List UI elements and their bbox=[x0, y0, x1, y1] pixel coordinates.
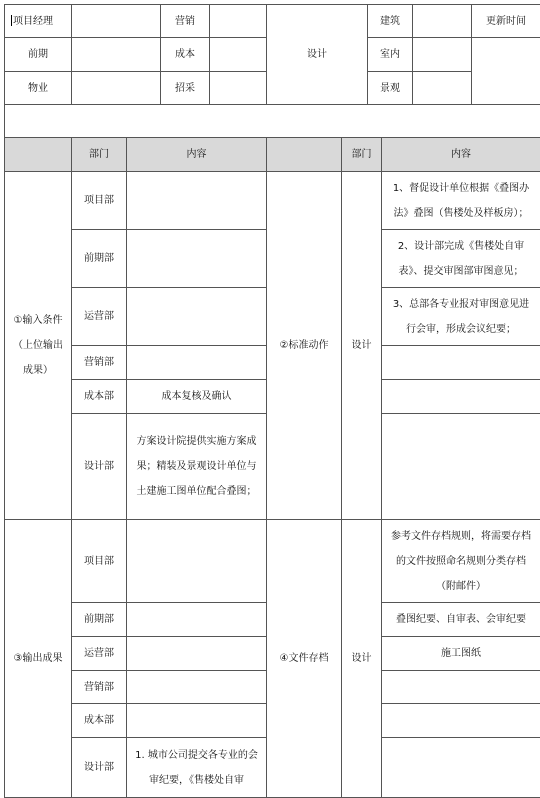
archive-item[interactable]: 施工图纸 bbox=[382, 637, 540, 671]
archive-item[interactable] bbox=[382, 671, 540, 704]
action-item[interactable] bbox=[382, 414, 540, 520]
action-item[interactable]: 2、设计部完成《售楼处自审表》、提交审图部审图意见； bbox=[382, 230, 540, 288]
cost-value[interactable] bbox=[210, 38, 267, 72]
action-item[interactable]: 1、督促设计单位根据《叠图办法》叠图（售楼处及样板房）； bbox=[382, 172, 540, 230]
standard-actions-dept: 设计 bbox=[342, 172, 382, 520]
content-cell[interactable] bbox=[127, 671, 267, 704]
content-cell[interactable]: 方案设计院提供实施方案成果；精装及景观设计单位与土建施工图单位配合叠图； bbox=[127, 414, 267, 520]
project-manager-value[interactable] bbox=[72, 5, 161, 38]
project-manager-text: 项目经理 bbox=[13, 16, 53, 27]
dept-cell: 营销部 bbox=[72, 346, 127, 380]
procurement-label: 招采 bbox=[161, 72, 210, 105]
interior-value[interactable] bbox=[413, 38, 472, 72]
process-table bbox=[4, 137, 540, 798]
dept-cell: 设计部 bbox=[72, 738, 127, 798]
project-info-table bbox=[4, 4, 540, 139]
architecture-label: 建筑 bbox=[368, 5, 413, 38]
dept-cell: 运营部 bbox=[72, 637, 127, 671]
pre-phase-label: 前期 bbox=[5, 38, 72, 72]
property-value[interactable] bbox=[72, 72, 161, 105]
dept-cell: 营销部 bbox=[72, 671, 127, 704]
section-file-archive: ④文件存档 bbox=[267, 520, 342, 798]
content-cell[interactable] bbox=[127, 520, 267, 603]
section-output-results: ③输出成果 bbox=[5, 520, 72, 798]
text-cursor bbox=[11, 15, 12, 26]
content-cell[interactable]: 1. 城市公司提交各专业的会审纪要，《售楼处自审 bbox=[127, 738, 267, 798]
section-input-conditions: ①输入条件（上位输出成果） bbox=[5, 172, 72, 520]
marketing-label: 营销 bbox=[161, 5, 210, 38]
architecture-value[interactable] bbox=[413, 5, 472, 38]
landscape-label: 景观 bbox=[368, 72, 413, 105]
property-label: 物业 bbox=[5, 72, 72, 105]
content-cell[interactable] bbox=[127, 603, 267, 637]
content-cell[interactable]: 成本复核及确认 bbox=[127, 380, 267, 414]
action-item[interactable]: 3、总部各专业报对审图意见进行会审，形成会议纪要； bbox=[382, 288, 540, 346]
dept-cell: 成本部 bbox=[72, 380, 127, 414]
pre-phase-value[interactable] bbox=[72, 38, 161, 72]
archive-item[interactable] bbox=[382, 738, 540, 798]
action-item[interactable] bbox=[382, 346, 540, 380]
header-blank-left bbox=[5, 138, 72, 172]
content-cell[interactable] bbox=[127, 346, 267, 380]
project-manager-label bbox=[5, 5, 72, 38]
update-time-label: 更新时间 bbox=[472, 5, 540, 38]
archive-item[interactable] bbox=[382, 704, 540, 738]
content-cell[interactable] bbox=[127, 172, 267, 230]
archive-item[interactable]: 叠图纪要、自审表、会审纪要 bbox=[382, 603, 540, 637]
header-dept-left: 部门 bbox=[72, 138, 127, 172]
procurement-value[interactable] bbox=[210, 72, 267, 105]
header-dept-right: 部门 bbox=[342, 138, 382, 172]
dept-cell: 项目部 bbox=[72, 172, 127, 230]
dept-cell: 运营部 bbox=[72, 288, 127, 346]
header-content-right: 内容 bbox=[382, 138, 540, 172]
header-blank-right bbox=[267, 138, 342, 172]
update-time-value[interactable] bbox=[472, 38, 540, 105]
action-item[interactable] bbox=[382, 380, 540, 414]
blank-row[interactable] bbox=[5, 105, 540, 139]
content-cell[interactable] bbox=[127, 288, 267, 346]
header-content-left: 内容 bbox=[127, 138, 267, 172]
interior-label: 室内 bbox=[368, 38, 413, 72]
dept-cell: 成本部 bbox=[72, 704, 127, 738]
design-label: 设计 bbox=[267, 5, 368, 105]
dept-cell: 前期部 bbox=[72, 603, 127, 637]
dept-cell: 设计部 bbox=[72, 414, 127, 520]
content-cell[interactable] bbox=[127, 704, 267, 738]
landscape-value[interactable] bbox=[413, 72, 472, 105]
content-cell[interactable] bbox=[127, 230, 267, 288]
marketing-value[interactable] bbox=[210, 5, 267, 38]
archive-item[interactable]: 参考文件存档规则，将需要存档的文件按照命名规则分类存档（附邮件） bbox=[382, 520, 540, 603]
file-archive-dept: 设计 bbox=[342, 520, 382, 798]
dept-cell: 前期部 bbox=[72, 230, 127, 288]
content-cell[interactable] bbox=[127, 637, 267, 671]
cost-label: 成本 bbox=[161, 38, 210, 72]
section-standard-actions: ②标准动作 bbox=[267, 172, 342, 520]
dept-cell: 项目部 bbox=[72, 520, 127, 603]
